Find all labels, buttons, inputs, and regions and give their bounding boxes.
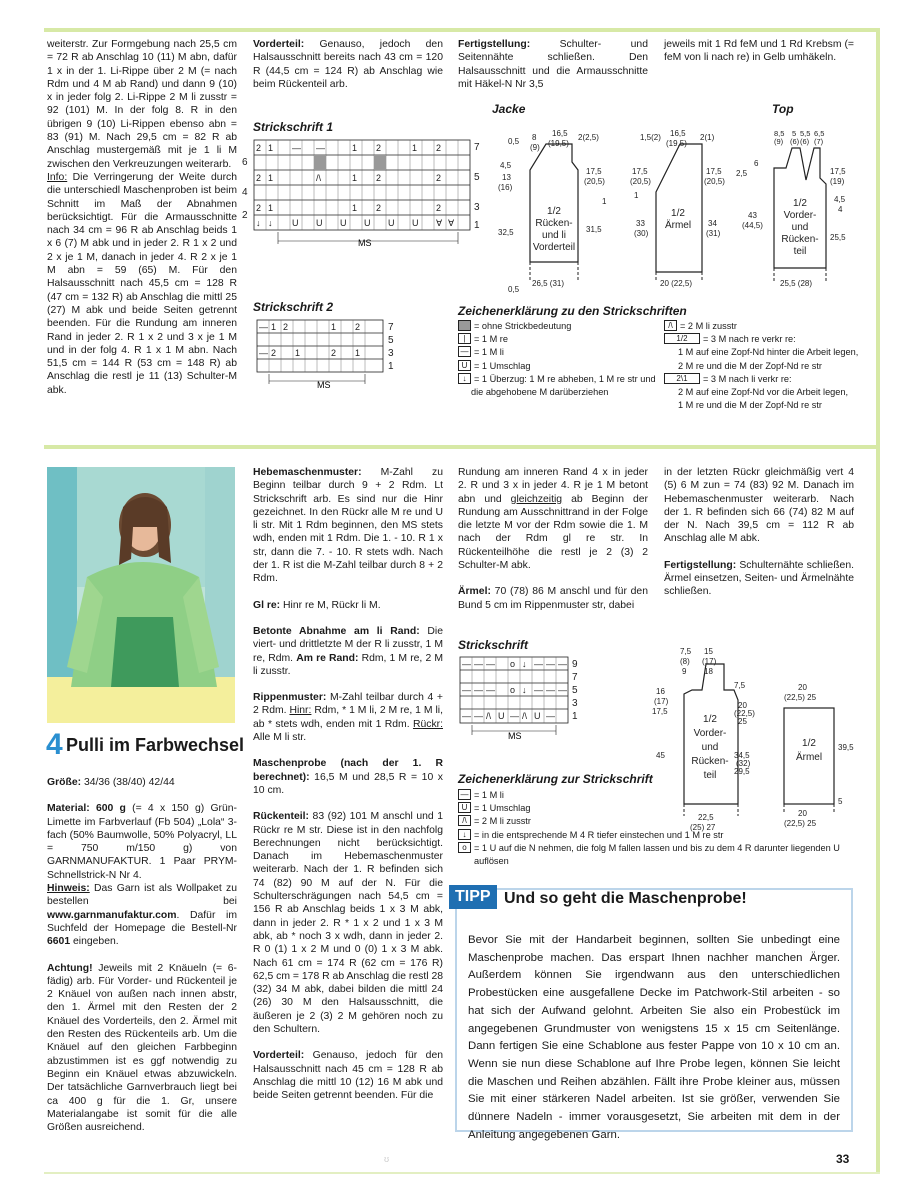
top-right-d: 25,5	[830, 233, 846, 242]
legend1-item-1: = 1 M re	[474, 334, 508, 345]
page-frame-top	[44, 28, 880, 32]
jacke-aermel-schematic	[626, 122, 736, 294]
top-piece-5: teil	[793, 246, 807, 257]
glre-heading: Gl re:	[253, 599, 281, 611]
pb-piece-2: Vorder-	[693, 728, 727, 739]
aermel1-top-c: 2(1)	[700, 133, 715, 142]
svg-text:U: U	[316, 218, 323, 228]
rueckenteil-heading: Rückenteil:	[253, 811, 310, 823]
fertigstellung-2-heading: Fertigstellung:	[664, 559, 737, 571]
jacke-top-b2: (9)	[530, 143, 540, 152]
top-right-a2: (19)	[830, 177, 845, 186]
svg-text:2: 2	[256, 173, 262, 183]
svg-text:—: —	[474, 685, 483, 695]
svg-text:1: 1	[268, 143, 274, 153]
svg-text:U: U	[534, 711, 541, 721]
ps-top: 20	[798, 683, 807, 692]
jacke-bottom-a: 0,5	[508, 285, 520, 294]
legend2-item-2: = 2 M li zusstr	[474, 816, 531, 827]
pb-top-a3: 9	[682, 667, 687, 676]
vorderteil-2-text: Genauso, jedoch für den Halsausschnitt nach 45 cm = 128 R ab Anschlag die mittl 10 (12) 16 M abk und beide Seiten getrennt beenden. Für die	[253, 1050, 443, 1102]
svg-text:2: 2	[436, 143, 442, 153]
jacke-left-b2: (16)	[498, 183, 513, 192]
tipp-title: Und so geht die Maschenprobe!	[504, 890, 747, 907]
ps-top2: (22,5) 25	[784, 693, 817, 702]
svg-text:—: —	[292, 143, 301, 153]
jacke-right-b: 1	[602, 197, 607, 206]
svg-text:—: —	[534, 685, 543, 695]
rueckenteil-text: 83 (92) 101 M anschl und 1 Rückr re M str. Diese ist in den nachfolg Berechnungen nicht berücksichtigt. Danach im Hebemaschenmuster weiterarb. Nach der 1. R befinden sich 74 (82) 90 M auf der N. Für die Schulterschrägungen nach 54,5 cm = 156 R ab Anschlag beids 1 x 3 M abk, dann in jeder 2. R * 1 x 2 und 1 x 3 M abk, ab * noch 3 x wdh, dann in jeder 2. R 0 (1) 1 x 2 M und 0 (0) 1 x 3 M abk. Nach 61 cm = 174 R (62 cm = 176 R) 62,5 cm = 178 R ab Anschlag die restl 28 (32) 34 M abk, dabei bilden die mittl 24 (26) 30 M den Halsausschnitt, die äußeren je 2 (3) 2 M gehören noch zu den Schultern.	[253, 811, 443, 1035]
info-label: Info:	[47, 171, 68, 183]
legend1-right-2: 1 M auf eine Zopf-Nd hinter die Arbeit legen,	[678, 347, 859, 358]
ps-right-a: 39,5	[838, 743, 854, 752]
top-left-c: 43	[748, 211, 757, 220]
heb-heading: Hebemaschenmuster:	[253, 467, 362, 478]
ps-bottom2: (22,5) 25	[784, 819, 817, 828]
top-column-4	[664, 38, 854, 65]
jacke-right-a: 17,5	[586, 167, 602, 176]
col4-text-1: in der letzten Rückr gleichmäßig vert 4 (5) 6 M zun = 74 (83) 92 M. Danach im Hebemaschenmuster weiterarb. Nach der 1. R befinden sich 66 (74) 82 M auf der N. Nach 39,5 cm = 112 R ab Anschlag alle M abk.	[664, 467, 854, 545]
top-top-c: 5,5	[800, 129, 811, 138]
svg-text:—: —	[462, 685, 471, 695]
aermel1-top-b2: (19,5)	[666, 139, 687, 148]
hinweis-bestellnr: 6601	[47, 936, 71, 948]
ss3-row-3: 3	[572, 698, 578, 709]
jacke-piece-4: Vorderteil	[532, 242, 576, 253]
aermel1-left-b: 1	[634, 191, 639, 200]
hinweis-text-3: eingeben.	[70, 936, 119, 948]
ss1-row-7: 7	[474, 142, 480, 153]
svg-text:2: 2	[376, 203, 382, 213]
legend1-item-0: = ohne Strickbedeutung	[474, 321, 572, 331]
jacke-top-d: 2(2,5)	[578, 133, 599, 142]
groesse-heading: Größe:	[47, 777, 82, 788]
svg-text:—: —	[510, 711, 519, 721]
top-top-b2: (6)	[790, 137, 800, 146]
ss1-row-2: 2	[242, 210, 248, 221]
ss1-row-4: 4	[242, 187, 248, 198]
strickschrift-2-title: Strickschrift 2	[253, 300, 334, 314]
page-mark: ʊ	[384, 1154, 390, 1164]
ss1-ms-label: MS	[358, 238, 372, 248]
material-heading: Material: 600 g	[47, 803, 126, 815]
ss2-row-3: 3	[388, 348, 394, 359]
instructions-column-3	[458, 466, 648, 625]
aermel1-piece-2: Ärmel	[664, 220, 692, 231]
pb-right-c2: (32)	[736, 759, 751, 768]
top-top-a2: (9)	[774, 137, 784, 146]
col3-gleichzeitig: gleichzeitig	[510, 493, 563, 505]
maschenprobe-heading: Maschenprobe (nach der 1. R berechnet):	[253, 758, 443, 783]
betonte-re-heading: Am re Rand:	[296, 652, 359, 664]
pb-piece-3: und	[701, 742, 719, 753]
ss3-row-7: 7	[572, 672, 578, 683]
svg-text:—: —	[558, 685, 567, 695]
top-top-a: 8,5	[774, 129, 785, 138]
materials-column	[47, 776, 237, 1147]
svg-text:U: U	[498, 711, 505, 721]
svg-text:2: 2	[271, 348, 277, 358]
legend-1-title: Zeichenerklärung zu den Strickschriften	[458, 304, 687, 318]
ss3-row-5: 5	[572, 685, 578, 696]
fertigstellung-2-text: Schulternähte schließen. Ärmel einsetzen, Seiten- und Ärmelnähte schließen.	[664, 559, 854, 598]
pb-right-b2: (22,5)	[734, 709, 755, 718]
legend1-right-3: 2 M re und die M der Zopf-Nd re str	[678, 360, 822, 371]
jacke-right-a2: (20,5)	[584, 177, 605, 186]
rippen-hinr: Hinr:	[289, 705, 312, 717]
pb-bottom-b: (25) 27	[690, 823, 716, 832]
jacke-right-c: 31,5	[586, 225, 602, 234]
svg-text:/\: /\	[316, 173, 322, 183]
instructions-column-4	[664, 466, 854, 612]
ps-piece-2: Ärmel	[795, 752, 823, 763]
page-number: 33	[836, 1152, 850, 1166]
svg-text:1: 1	[331, 322, 337, 332]
pattern-number: 4	[46, 728, 63, 761]
glre-text: Hinr re M, Rückr li M.	[280, 599, 381, 611]
betonte-heading: Betonte Abnahme am li Rand:	[253, 625, 420, 637]
jacke-left-b: 13	[502, 173, 511, 182]
svg-text:o: o	[510, 685, 516, 695]
jacke-schematic	[490, 122, 620, 294]
rippen-text: M-Zahl teilbar durch 4 + 2 Rdm.	[253, 692, 443, 717]
svg-text:U: U	[292, 218, 299, 228]
aermel-heading: Ärmel:	[458, 586, 491, 598]
pb-piece-5: teil	[703, 770, 717, 781]
aermel1-left-c: 33	[636, 219, 645, 228]
aermel1-right-b2: (31)	[706, 229, 721, 238]
svg-text:1: 1	[295, 348, 301, 358]
top-col1-text-b: Die Verringerung der Weite durch die unterschiedl Maschenproben ist beim Schnitt im Maß der Abnahmen berücksichtigt. Für die Armausschnitte nach 34 cm = 96 R ab Anschlag beids 1 x 6 (7) M abk und in jeder 2. R 1 x 2 und 2 x je 1 M, danach in jeder 4. R 2 x je 1 M abn = 59 (65) M. Für den Halsausschnitt nach 45,5 cm = 128 R (47 cm = 132 R) ab Anschlag die mittl 25 (27) M abk und beide Seiten getrennt beenden. Für die Rundung am inneren Rand in jeder 2. R 1 x 2 und 3 x je 1 M und in der folg 4. R 1 x 1 M abn. Nach 51,5 cm = 144 R (53 cm = 148 R) ab Anschlag die restl je 11 (13) Schulter-M abk.	[47, 171, 237, 396]
strickschrift-2-chart	[255, 318, 405, 392]
legend1-item-4: = 1 Überzug: 1 M re abheben, 1 M re str und	[474, 373, 656, 384]
svg-text:—: —	[486, 659, 495, 669]
top-col1-text-a: weiterstr. Zur Formgebung nach 25,5 cm = 72 R ab Anschlag 10 (11) M abn, dafür 1 x in der 1. Li-Rippe über 2 M (= nach Rdm und 4 M ab Rand) und dann 9 (10) x in jeder folg 2. Li-Rippe 2 M li zusstr = 92 (101) M. In der folg 8. R in den übrigen 9 (10) Li-Rippen ebenso abn = 83 (91) M. Nach 29,5 cm = 82 R ab Anschlag mustergemäß mit je 1 li M zwischen den Verkreuzungen weiterarb.	[47, 39, 237, 170]
svg-text:2: 2	[331, 348, 337, 358]
hinweis-text: Das Garn ist als Wollpaket zu bestellen bei	[47, 883, 237, 908]
rippen-text-2: Rdm, * 1 M li, 2 M re, 1 M li, ab * stets wdh, enden mit 1 Rdm.	[253, 705, 443, 730]
aermel1-right-a: 17,5	[706, 167, 722, 176]
top-piece-3: und	[791, 222, 809, 233]
vorderteil-heading: Vorderteil:	[253, 39, 305, 50]
svg-text:1: 1	[352, 173, 358, 183]
betonte-re-text: Rdm, 1 M re, 2 M li zusstr.	[253, 652, 443, 677]
achtung-text: Jeweils mit 2 Knäueln (= 6-fädig) arb. Für Vorder- und Rückenteil je 2 Knäuel von außen nach innen abstr, den 1. Ärmel mit den Resten der 2 Knäuel des Vorderteils, den 2. Ärmel mit den Resten des Rückenteils arb. Um die Knäuel auf den gleichen Farbbeginn abzustimmen ist es ggf notwendig zu Beginn ein Knäuel etwas abzuwickeln. Der tatsächliche Garnverbrauch liegt bei ca 400 g für die 1. Gr, unsere Materialangabe ist somit für die alle Größen ausreichend.	[47, 962, 237, 1134]
legend2-item-0: = 1 M li	[474, 790, 504, 800]
svg-text:1: 1	[412, 143, 418, 153]
material-text: (= 4 x 150 g) Grün-Limette im Farbverlauf (Fb 504) „Lola“ 3-fach (50% Baumwolle, 50% Polyacryl, LL = 750 m/150 g) von GARNMANUFAKTUR. 1 Paar PRYM-Schnellstrick-N Nr 4.	[47, 803, 237, 881]
svg-text:U: U	[388, 218, 395, 228]
jacke-piece-3: und li	[542, 230, 566, 241]
svg-text:—: —	[316, 143, 325, 153]
legend2-item-1: = 1 Umschlag	[474, 803, 531, 814]
svg-text:—: —	[558, 659, 567, 669]
pattern-title: Pulli im Farbwechsel	[66, 735, 245, 755]
svg-text:—: —	[259, 348, 268, 358]
pb-top-a: 7,5	[680, 647, 692, 656]
top-column-1	[47, 38, 237, 397]
legend1-item-2: = 1 M li	[474, 347, 504, 358]
aermel1-right-b: 34	[708, 219, 717, 228]
legend1-sym-1a: 1	[676, 334, 681, 344]
tipp-text: Bevor Sie mit der Handarbeit beginnen, sollten Sie unbedingt eine Maschenprobe machen. Das erspart Ihnen nachher manchen Ärger. Außerdem können Sie irgendwann aus den unterschiedlichen Probestücken eine ausgefallene Decke im Patchwork-Stil arbeiten - so hat sich der Aufwand gelohnt. Arbeiten Sie also ein Probestück im angegebenen Grundmuster von wenigstens 15 x 15 cm Seitenlänge. Dann fertigen Sie eine Schablone aus fester Pappe von 10 x 10 cm an. Wenn sie nun diese Schablone auf Ihre Probe legen, können Sie leicht die Maschen und Reihen abzählen. Fällt ihre Probe kleiner aus, müssen Sie mit einer stärkeren Nadel arbeiten. Ist sie größer, verwenden Sie dünnere Nadeln - immer vorausgesetzt, Sie arbeiten mit dem in der Anleitung angegebenen Garn.	[468, 934, 840, 1141]
legend1-right-0: = 2 M li zusstr	[680, 321, 737, 331]
aermel1-right-a2: (20,5)	[704, 177, 725, 186]
pb-right-b: 20	[738, 701, 747, 710]
rippen-heading: Rippenmuster:	[253, 692, 327, 704]
pb-left-a3: 17,5	[652, 707, 668, 716]
ss2-ms-label: MS	[317, 380, 331, 390]
ss1-row-1: 1	[474, 220, 480, 231]
jacke-piece-2: Rücken-	[535, 218, 573, 229]
top-right-b: 4,5	[834, 195, 846, 204]
aermel1-top-a: 1,5(2)	[640, 133, 661, 142]
vorderteil-2-heading: Vorderteil:	[253, 1050, 305, 1062]
hinweis-heading: Hinweis:	[47, 883, 90, 895]
top-right-c: 4	[838, 205, 843, 214]
top-column-2	[253, 38, 443, 91]
legend1-item-5: die abgehobene M darüberziehen	[471, 387, 609, 398]
legend-1-right: /\ = 2 M li zusstr 1/2 = 3 M nach re verkr re: 1 M auf eine Zopf-Nd hinter die Arbeit legen, 2 M re und die M der Zopf-Nd re str 2\1 = 3 M nach li verkr re: 2 M auf eine Zopf-Nd vor die Arbeit legen, 1 M re und die M der Zopf-Nd re str	[664, 320, 864, 412]
top-top-d: 6,5	[814, 129, 825, 138]
legend1-right-1: = 3 M nach re verkr re:	[703, 334, 796, 345]
legend1-right-6: 1 M re und die M der Zopf-Nd re str	[678, 400, 822, 411]
page-frame-right	[876, 28, 880, 1174]
svg-text:2: 2	[355, 322, 361, 332]
top-top-d2: (7)	[814, 137, 824, 146]
legend1-right-4: = 3 M nach li verkr re:	[703, 373, 792, 384]
instructions-column-2	[253, 466, 443, 1115]
svg-text:2: 2	[283, 322, 289, 332]
pb-right-c: 34,5	[734, 751, 750, 760]
vorderteil-text: Genauso, jedoch den Halsausschnitt bereits nach 43 cm = 120 R (44,5 cm = 124 R) ab Anschlag wie beim Rückenteil arb.	[253, 39, 443, 90]
svg-text:—: —	[462, 659, 471, 669]
svg-text:—: —	[546, 711, 555, 721]
maschenprobe-text: 16,5 M und 28,5 R = 10 x 10 cm.	[253, 771, 443, 796]
svg-text:—: —	[474, 711, 483, 721]
achtung-heading: Achtung!	[47, 962, 93, 974]
top-right-a: 17,5	[830, 167, 846, 176]
svg-text:2: 2	[376, 173, 382, 183]
top-piece-1: 1/2	[793, 198, 807, 209]
legend2-item-4: = 1 U auf die N nehmen, die folg M fallen lassen und bis zu dem 4 R darunter liegenden U auflösen	[474, 842, 840, 867]
svg-text:U: U	[364, 218, 371, 228]
ss3-row-9: 9	[572, 659, 578, 670]
svg-text:—: —	[259, 322, 268, 332]
pb-right-b3: 25	[738, 717, 747, 726]
svg-text:∀: ∀	[436, 218, 443, 228]
pb-left-b: 45	[656, 751, 665, 760]
pb-left-a2: (17)	[654, 697, 669, 706]
svg-text:1: 1	[352, 143, 358, 153]
svg-text:2: 2	[256, 203, 262, 213]
ps-right-b: 5	[838, 797, 843, 806]
aermel1-left-a2: (20,5)	[630, 177, 651, 186]
svg-text:1: 1	[355, 348, 361, 358]
aermel-text: 70 (78) 86 M anschl und für den Bund 5 cm im Rippenmuster str, dabei	[458, 586, 648, 611]
ps-piece-1: 1/2	[802, 738, 816, 749]
svg-text:2: 2	[256, 143, 262, 153]
legend2-item-3: = in die entsprechende M 4 R tiefer einstechen und 1 M re str	[474, 829, 724, 840]
top-schematic	[734, 122, 854, 294]
ss1-row-6: 6	[242, 157, 248, 168]
pb-right-c3: 29,5	[734, 767, 750, 776]
svg-text:—: —	[474, 659, 483, 669]
top-piece-4: Rücken-	[781, 234, 819, 245]
svg-text:↓: ↓	[522, 685, 527, 695]
top-left-a: 6	[754, 159, 759, 168]
aermel1-bottom: 20 (22,5)	[660, 279, 693, 288]
legend-1-left: = ohne Strickbedeutung | = 1 M re — = 1 M li U = 1 Umschlag ↓ = 1 Überzug: 1 M re abheben, 1 M re str und die abgehobene M darüberziehen	[458, 320, 658, 399]
jacke-bottom-b: 26,5 (31)	[532, 279, 565, 288]
legend1-item-3: = 1 Umschlag	[474, 360, 531, 371]
legend-2: — = 1 M li U = 1 Umschlag /\ = 2 M li zusstr ↓ = in die entsprechende M 4 R tiefer einstechen und 1 M re str o = 1 U auf die N nehmen, die folg M fallen lassen und bis zu dem 4 R darunter liegenden U auflösen	[458, 789, 858, 868]
pb-top-a2: (8)	[680, 657, 690, 666]
jacke-piece-1: 1/2	[547, 206, 561, 217]
pb-piece-1: 1/2	[703, 714, 717, 725]
svg-text:2: 2	[376, 143, 382, 153]
pb-left-a: 16	[656, 687, 665, 696]
fertigstellung-text: Schulter- und Seitennähte schließen. Den Halsausschnitt und die Armausschnitte mit Häkel-N Nr 3,5	[458, 39, 648, 90]
top-bottom: 25,5 (28)	[780, 279, 813, 288]
pb-right-a: 7,5	[734, 681, 746, 690]
ss1-row-5: 5	[474, 172, 480, 183]
jacke-left-a: 4,5	[500, 161, 512, 170]
section-divider	[44, 445, 880, 449]
legend1-right-5: 2 M auf eine Zopf-Nd vor die Arbeit legen,	[678, 387, 849, 398]
pb-bottom-a: 22,5	[698, 813, 714, 822]
jacke-left-c: 32,5	[498, 228, 514, 237]
aermel1-left-a: 17,5	[632, 167, 648, 176]
svg-text:1: 1	[268, 173, 274, 183]
svg-text:—: —	[546, 685, 555, 695]
svg-text:U: U	[412, 218, 419, 228]
ss2-row-1: 1	[388, 361, 394, 372]
top-left-c2: (44,5)	[742, 221, 763, 230]
col3-text-1b: ab Beginn der Rundung am Ausschnittrand in der Folge die letzte M vor der Rdm sowie die 1. M nach der Rdm gl re str. In Rückenteilhöhe die restl je 2 (3) 2 Schulter-M abk.	[458, 493, 648, 572]
top-top-b: 5	[792, 129, 797, 138]
ss1-row-3: 3	[474, 202, 480, 213]
strickschrift-3-chart	[458, 655, 598, 743]
svg-text:↓: ↓	[522, 659, 527, 669]
fertigstellung-heading: Fertigstellung:	[458, 39, 531, 50]
groesse-text: 34/36 (38/40) 42/44	[81, 777, 175, 788]
rippen-text-3: Alle M li str.	[253, 732, 307, 744]
jacke-title: Jacke	[492, 102, 526, 116]
strickschrift-3-title: Strickschrift	[458, 638, 529, 652]
svg-text:—: —	[546, 659, 555, 669]
svg-text:∀: ∀	[448, 218, 455, 228]
svg-text:2: 2	[436, 203, 442, 213]
jacke-top-b: 8	[532, 133, 537, 142]
svg-text:—: —	[462, 711, 471, 721]
svg-text:1: 1	[352, 203, 358, 213]
svg-text:/\: /\	[522, 711, 528, 721]
top-title: Top	[772, 102, 794, 116]
ss2-row-5: 5	[388, 335, 394, 346]
jacke-top-c2: (19,5)	[548, 139, 569, 148]
top-top-c2: (6)	[800, 137, 810, 146]
svg-text:/\: /\	[486, 711, 492, 721]
pb-top-b: 15	[704, 647, 713, 656]
strickschrift-1-chart	[240, 138, 490, 250]
aermel1-top-b: 16,5	[670, 129, 686, 138]
top-left-b: 2,5	[736, 169, 748, 178]
ss2-row-7: 7	[388, 322, 394, 333]
svg-text:↓: ↓	[268, 218, 273, 228]
top-column-3	[458, 38, 648, 91]
svg-text:o: o	[510, 659, 516, 669]
model-photo	[47, 467, 235, 723]
legend1-sym-1b: 1	[683, 373, 688, 383]
rippen-rueckr: Rückr:	[412, 718, 443, 730]
ss3-ms-label: MS	[508, 731, 522, 741]
aermel1-piece-1: 1/2	[671, 208, 685, 219]
tipp-label: TIPP	[449, 885, 497, 909]
ss3-row-1: 1	[572, 711, 578, 722]
hinweis-text-2: . Dafür im Suchfeld der Homepage die Bestell-Nr	[47, 909, 237, 934]
svg-text:2: 2	[436, 173, 442, 183]
svg-text:1: 1	[268, 203, 274, 213]
heb-text: M-Zahl zu Beginn teilbar durch 9 + 2 Rdm. Lt Strickschrift arb. Es sind nur die Hinr gezeichnet. In den Rückr alle M re und U li str. Mit 1 Rdm beginnen, den MS stets wdh, enden mit 1 Rdm. Die 1. - 10. R 1 x str, dann die 7. - 10. R stets wdh. Nach der 1. R ist die M-Zahl teilbar durch 8 + 2 Rdm.	[253, 467, 443, 585]
page-frame-bottom	[44, 1172, 880, 1174]
svg-text:↓: ↓	[256, 218, 261, 228]
aermel1-left-c2: (30)	[634, 229, 649, 238]
legend1-sym-2b: 2	[676, 373, 681, 383]
svg-text:—: —	[534, 659, 543, 669]
betonte-text: Die viert- und drittletzte M der R li zusstr, 1 M re, Rdm.	[253, 625, 443, 664]
col3-text-1: Rundung am inneren Rand 4 x in jeder 2. R und 3 x in jeder 4. R je 1 M betont abn und	[458, 467, 648, 505]
pb-top-b2: (17)	[702, 657, 717, 666]
svg-text:1: 1	[271, 322, 277, 332]
pb-top-b3: 18	[704, 667, 713, 676]
jacke-top-a: 0,5	[508, 137, 520, 146]
legend1-sym-2a: 2	[683, 334, 688, 344]
hinweis-url[interactable]: www.garnmanufaktur.com	[47, 909, 177, 921]
legend-2-title: Zeichenerklärung zur Strickschrift	[458, 772, 653, 786]
pb-piece-4: Rücken-	[691, 756, 729, 767]
svg-text:—: —	[486, 685, 495, 695]
top-piece-2: Vorder-	[783, 210, 817, 221]
top-col4-text: jeweils mit 1 Rd feM und 1 Rd Krebsm (= feM von li nach re) in Gelb umhäkeln.	[664, 39, 854, 64]
ps-bottom: 20	[798, 809, 807, 818]
strickschrift-1-title: Strickschrift 1	[253, 120, 334, 134]
jacke-top-c: 16,5	[552, 129, 568, 138]
svg-text:U: U	[340, 218, 347, 228]
